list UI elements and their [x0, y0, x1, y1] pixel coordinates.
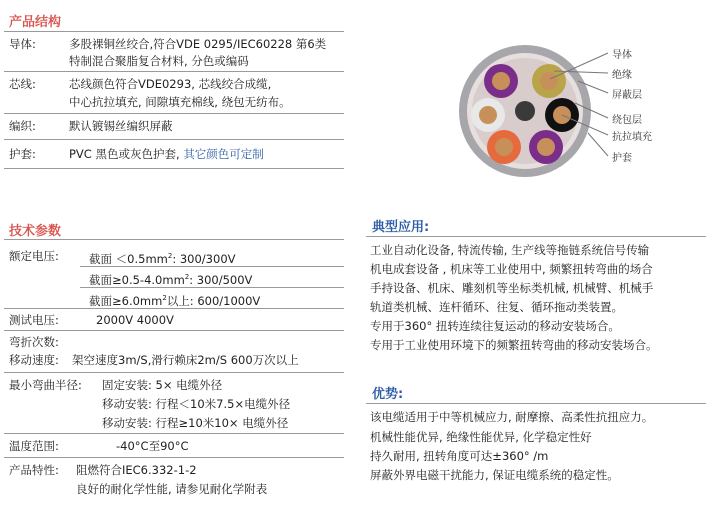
divider [4, 372, 344, 373]
application-line-3: 手持设备、机床、雕刻机等坐标类机械, 机械臂、机械手 [370, 281, 654, 295]
temperature-label: 温度范围: [9, 439, 59, 453]
structure-header: 产品结构 [9, 15, 62, 30]
advantages-header: 优势: [372, 387, 404, 402]
speed-value: 架空速度3m/S,滑行赖床2m/S 600万次以上 [72, 353, 299, 367]
application-line-5: 专用于360° 扭转连续往复运动的移动安装场合。 [370, 319, 620, 333]
label-sheath: 护套 [612, 153, 632, 164]
advantage-line-2: 机械性能优异, 绝缘性能优异, 化学稳定性好 [370, 430, 592, 444]
feature-label: 产品特性: [9, 463, 59, 477]
braid-line-1: 默认镀锡丝编织屏蔽 [69, 119, 173, 133]
conductor-line-2: 特制混合聚脂复合材料, 分色或编码 [69, 54, 249, 68]
bend-radius-line-3: 移动安装: 行程≥10米10× 电缆外径 [102, 416, 289, 430]
core-line-2: 中心抗拉填充, 间隙填充棉线, 绕包无纺布。 [69, 95, 291, 109]
rated-voltage-label: 额定电压: [9, 249, 59, 263]
divider [4, 433, 344, 434]
voltage-line-1: 截面 $<0.5mm^2$: 300/300V [89, 251, 236, 266]
advantage-line-1: 该电缆适用于中等机械应力, 耐摩擦、高柔性抗扭应力。 [370, 410, 654, 424]
divider [4, 457, 344, 458]
divider [4, 113, 344, 114]
conductor-label: 导体: [9, 37, 36, 51]
temperature-value: -40°C至90°C [116, 439, 189, 453]
voltage-line-3: 截面$\ge 6.0mm^2$以上: 600/1000V [89, 293, 261, 308]
cable-diagram-svg [442, 31, 692, 191]
feature-line-2: 良好的耐化学性能, 请参见耐化学附表 [76, 482, 268, 496]
advantage-line-4: 屏蔽外界电磁干扰能力, 保证电缆系统的稳定性。 [370, 468, 619, 482]
divider [4, 239, 344, 240]
braid-label: 编织: [9, 119, 36, 133]
application-line-1: 工业自动化设备, 特流传输, 生产线等拖链系统信号传输 [370, 243, 650, 257]
bend-radius-line-2: 移动安装: 行程＜10米7.5×电缆外径 [102, 397, 291, 411]
divider [366, 403, 706, 404]
label-insulation: 绝缘 [612, 70, 632, 81]
core-label: 芯线: [9, 77, 36, 91]
conductor-line-1: 多股裸铜丝绞合,符合VDE 0295/IEC60228 第6类 [69, 37, 327, 51]
application-line-6: 专用于工业使用环境下的频繁扭转弯曲的移动安装场合。 [370, 338, 658, 352]
divider [4, 71, 344, 72]
bend-radius-label: 最小弯曲半径: [9, 378, 82, 392]
cable-cross-section-diagram [442, 31, 692, 191]
sheath-value [69, 146, 264, 162]
voltage-line-2: 截面$\ge 0.5-4.0mm^2$: 300/500V [89, 272, 253, 287]
advantage-line-3: 持久耐用, 扭转角度可达±360° /m [370, 449, 549, 463]
label-filler: 抗拉填充 [612, 132, 652, 143]
test-voltage-label: 测试电压: [9, 313, 59, 327]
sheath-text: PVC 黑色或灰色护套, [69, 147, 180, 161]
divider [4, 330, 344, 331]
divider [4, 31, 344, 32]
label-wrap: 绕包层 [612, 115, 642, 126]
application-line-4: 轨道类机械、连杆循环、往复、循环拖动类装置。 [370, 300, 623, 314]
bend-count-label: 弯折次数: [9, 335, 59, 349]
divider [80, 266, 344, 267]
label-shield: 屏蔽层 [612, 90, 642, 101]
label-conductor: 导体 [612, 50, 632, 61]
application-header: 典型应用: [372, 220, 430, 235]
divider [4, 168, 344, 169]
divider [80, 287, 344, 288]
speed-label: 移动速度: [9, 353, 59, 367]
tech-header: 技术参数 [9, 224, 62, 239]
center-filler [515, 101, 535, 121]
divider [366, 236, 706, 237]
divider [4, 308, 344, 309]
divider [4, 139, 344, 140]
core-line-1: 芯线颜色符合VDE0293, 芯线绞合成缆, [69, 77, 272, 91]
bend-radius-line-1: 固定安装: 5× 电缆外径 [102, 378, 223, 392]
application-line-2: 机电成套设备 , 机床等工业使用中, 频繁扭转弯曲的场合 [370, 262, 653, 276]
test-voltage-value: 2000V 4000V [96, 313, 174, 327]
sheath-highlight: 其它颜色可定制 [183, 147, 264, 161]
sheath-label: 护套: [9, 147, 36, 161]
feature-line-1: 阻燃符合IEC6.332-1-2 [76, 463, 197, 477]
